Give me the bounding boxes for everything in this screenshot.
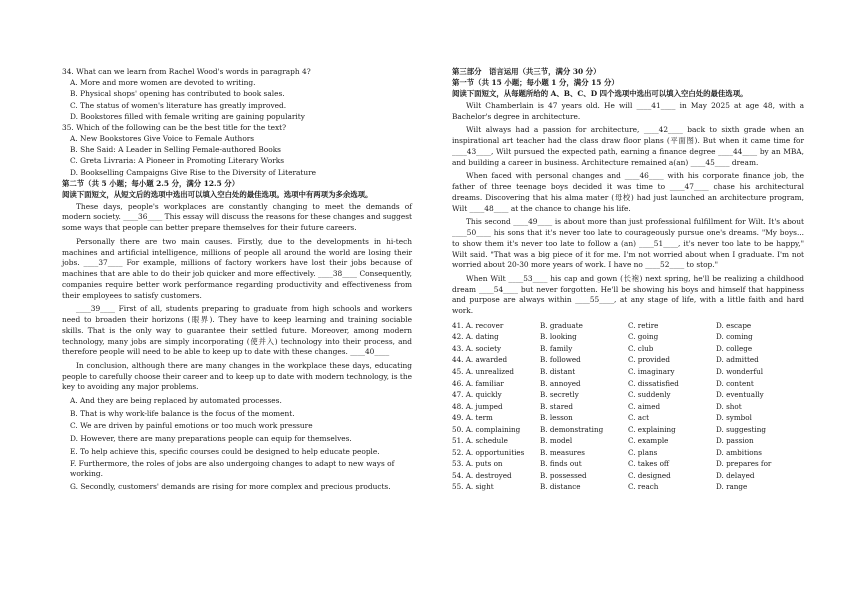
passage-paragraph: These days, people's workplaces are constantly changing to meet the demands of modern society. ____36____ This essay will discuss the reasons for these changes and suggest some ways that people can better prepare themselves for their future careers. [62,201,412,233]
answer-row [452,482,804,494]
answer-option-cell: B. possessed [540,470,587,480]
answer-option-cell: D. content [716,378,754,388]
answer-option-cell: B. looking [540,332,577,342]
answer-row [452,401,804,413]
cloze-paragraph: When Wilt ____53____ his cap and gown (长袍) next spring, he'll be realizing a childhood dream ____54____ but never forgotten. He'll be showing his boys and himself that happiness and purpose are always within ____55____, at any stage of life, with a little faith and hard work. [452,273,804,316]
answer-option-cell: C. designed [628,470,671,480]
choice-d: D. However, there are many preparations people can equip for themselves. [70,434,352,444]
answer-row [452,447,804,459]
passage-paragraph: ____39____ First of all, students preparing to graduate from high schools and workers need to broaden their horizons (眼界). They have to keep learning and training sociable skills. That is the only way to guarantee their settled future. Moreover, among modern technology, many jobs are simply incorporating (使并入) technology into their process, and therefore people will need to be able to keep up to date with these changes. ____40____ [62,304,412,357]
answer-option-cell: D. college [716,343,753,353]
answer-option-cell: B. model [540,436,573,446]
passage-paragraph: Personally there are two main causes. Firstly, due to the developments in hi-tech machines and artificial intelligence, millions of people all around the world are losing their jobs. ____37____ For example, millions of factory workers have lost their jobs because of machines that are able to do their job quicker and more effectively. ____38____ Consequently, companies require better work performance regarding productivity and effectiveness from their employees to satisfy customers. [62,236,412,300]
part-3-heading: 第三部分 语言运用（共三节，满分 30 分） [452,67,601,76]
choice-g: G. Secondly, customers' demands are rising for more complex and precious products. [70,481,391,491]
cloze-paragraph: Wilt Chamberlain is 47 years old. He will ____41____ in May 2025 at age 48, with a Bachelor's degree in architecture. [452,100,804,121]
answer-option-cell: B. distance [540,482,581,492]
section-2-instruction: 阅读下面短文，从短文后的选项中选出可以填入空白处的最佳选项。选项中有两项为多余选项。 [62,189,373,199]
answer-option-cell: D. delayed [716,470,755,480]
answer-options-body [452,320,804,493]
answer-option-cell: 50. A. complaining [452,424,521,434]
section-2-heading: 第二节（共 5 小题；每小题 2.5 分，满分 12.5 分） [62,178,240,188]
choice-b: B. That is why work-life balance is the focus of the moment. [70,408,295,418]
answer-option-cell: D. eventually [716,390,764,400]
answer-option-cell: C. provided [628,355,670,365]
answer-row [452,366,804,378]
answer-option-cell: 46. A. familiar [452,378,504,388]
answer-option-cell: C. club [628,343,654,353]
answer-option-cell: 49. A. term [452,413,493,423]
answer-option-cell: B. measures [540,447,585,457]
answer-option-cell: 48. A. jumped [452,401,503,411]
answer-option-cell: B. finds out [540,459,582,469]
answer-option-cell: 55. A. sight [452,482,494,492]
answer-option-cell: 53. A. puts on [452,459,503,469]
answer-option-cell: 54. A. destroyed [452,470,512,480]
answer-option-cell: B. family [540,343,573,353]
answer-option-cell: 47. A. quickly [452,390,502,400]
question-35-option-a: A. New Bookstores Give Voice to Female Authors [70,134,255,144]
answer-option-cell: D. passion [716,436,754,446]
cloze-paragraph: When faced with personal changes and ____46____ with his corporate finance job, the father of three teenage boys decided it was time to ____47____ chase his architectural dreams. Discovering that his alma mater (母校) had just launched an architecture program, Wilt ____48____ at the chance to change his life. [452,171,804,213]
answer-option-cell: D. prepares for [716,459,772,469]
answer-option-cell: D. suggesting [716,424,766,434]
section-1-heading: 第一节（共 15 小题；每小题 1 分，满分 15 分） [452,77,619,87]
answer-option-cell: C. suddenly [628,390,671,400]
answer-option-cell: 41. A. recover [452,320,504,330]
answer-option-cell: C. example [628,436,669,446]
question-34-option-b: B. Physical shops' opening has contributed to book sales. [70,89,285,99]
question-35-option-d: D. Bookselling Campaigns Give Rise to the Diversity of Literature [70,167,317,177]
answer-option-cell: 42. A. dating [452,332,499,342]
answer-option-cell: B. lesson [540,413,573,423]
answer-option-cell: D. escape [716,320,752,330]
answer-row [452,435,804,447]
answer-row [452,343,804,355]
answer-option-cell: D. symbol [716,413,752,423]
cloze-paragraph: This second ____49____ is about more than just professional fulfillment for Wilt. It's about ____50____ his sons that it's never too late to courageously pursue one's dreams. "My boys... to show them it's never too late to follow a (an) ____51____, it's never too late to be happy," Wilt said. "That was a big piece of it for me. I'm not worried about when I graduate. I'm not worried about 20-30 more years of work. I have no ____52____ to stop." [452,217,804,270]
question-35-stem: 35. Which of the following can be the best title for the text? [62,122,287,132]
answer-row [452,355,804,367]
question-34-option-a: A. More and more women are devoted to writing. [70,78,256,88]
answer-option-cell: 45. A. unrealized [452,366,514,376]
answer-option-cell: C. act [628,413,650,423]
answer-option-cell: B. distant [540,366,576,376]
answer-option-cell: C. explaining [628,424,676,434]
question-35-option-c: C. Greta Livraria: A Pioneer in Promoting Literary Works [70,156,285,166]
answer-option-cell: B. secretly [540,390,579,400]
answer-option-cell: B. stared [540,401,574,411]
answer-option-cell: C. reach [628,482,659,492]
question-35-option-b: B. She Said: A Leader in Selling Female-authored Books [70,145,281,155]
answer-row [452,412,804,424]
answer-option-cell: C. plans [628,447,658,457]
answer-option-cell: C. imaginary [628,366,675,376]
answer-row [452,389,804,401]
answer-option-cell: D. wonderful [716,366,764,376]
answer-option-cell: B. followed [540,355,581,365]
answer-row [452,320,804,332]
choice-e: E. To help achieve this, specific courses could be designed to help educate people. [70,446,380,456]
question-34-option-d: D. Bookstores filled with female writing are gaining popularity [70,111,305,121]
choice-a: A. And they are being replaced by automated processes. [70,396,282,406]
answer-option-cell: 52. A. opportunities [452,447,525,457]
question-34-option-c: C. The status of women's literature has greatly improved. [70,100,287,110]
answer-row [452,470,804,482]
answer-option-cell: D. coming [716,332,753,342]
answer-row [452,378,804,390]
answer-row [452,331,804,343]
passage-paragraph: In conclusion, although there are many changes in the workplace these days, educating people to carefully choose their career and to keep up to date with modern technology, is the key to avoiding any major problems. [62,360,412,392]
answer-option-cell: 43. A. society [452,343,502,353]
answer-option-cell: D. admitted [716,355,759,365]
answer-option-cell: 44. A. awarded [452,355,508,365]
answer-option-cell: 51. A. schedule [452,436,508,446]
answer-option-cell: C. retire [628,320,659,330]
choice-f: F. Furthermore, the roles of jobs are also undergoing changes to adapt to new ways of working. [70,459,395,478]
answer-option-cell: D. shot [716,401,742,411]
answer-option-cell: C. takes off [628,459,670,469]
answer-option-cell: D. ambitions [716,447,762,457]
answer-row [452,424,804,436]
cloze-paragraph: Wilt always had a passion for architecture, ____42____ back to sixth grade when an inspirational art teacher had the class draw floor plans (平面图). But when it came time for ____43____, Wilt pursued the expected path, earning a finance degree ____44____ by an MBA, and building a career in business. Architecture remained a(an) ____45____ dream. [452,125,804,167]
answer-option-cell: C. dissatisfied [628,378,679,388]
answer-option-cell: D. range [716,482,748,492]
choice-c: C. We are driven by painful emotions or too much work pressure [70,421,313,431]
question-34-stem: 34. What can we learn from Rachel Wood's words in paragraph 4? [62,67,311,76]
answer-option-cell: B. annoyed [540,378,581,388]
right-column [452,68,804,493]
answer-options-table [452,320,804,493]
answer-row [452,458,804,470]
answer-option-cell: C. aimed [628,401,661,411]
answer-option-cell: C. going [628,332,659,342]
section-1-instruction: 阅读下面短文，从每题所给的 A、B、C、D 四个选项中选出可以填入空白处的最佳选项。 [452,88,748,98]
left-column [62,68,412,494]
answer-option-cell: B. graduate [540,320,583,330]
answer-option-cell: B. demonstrating [540,424,604,434]
